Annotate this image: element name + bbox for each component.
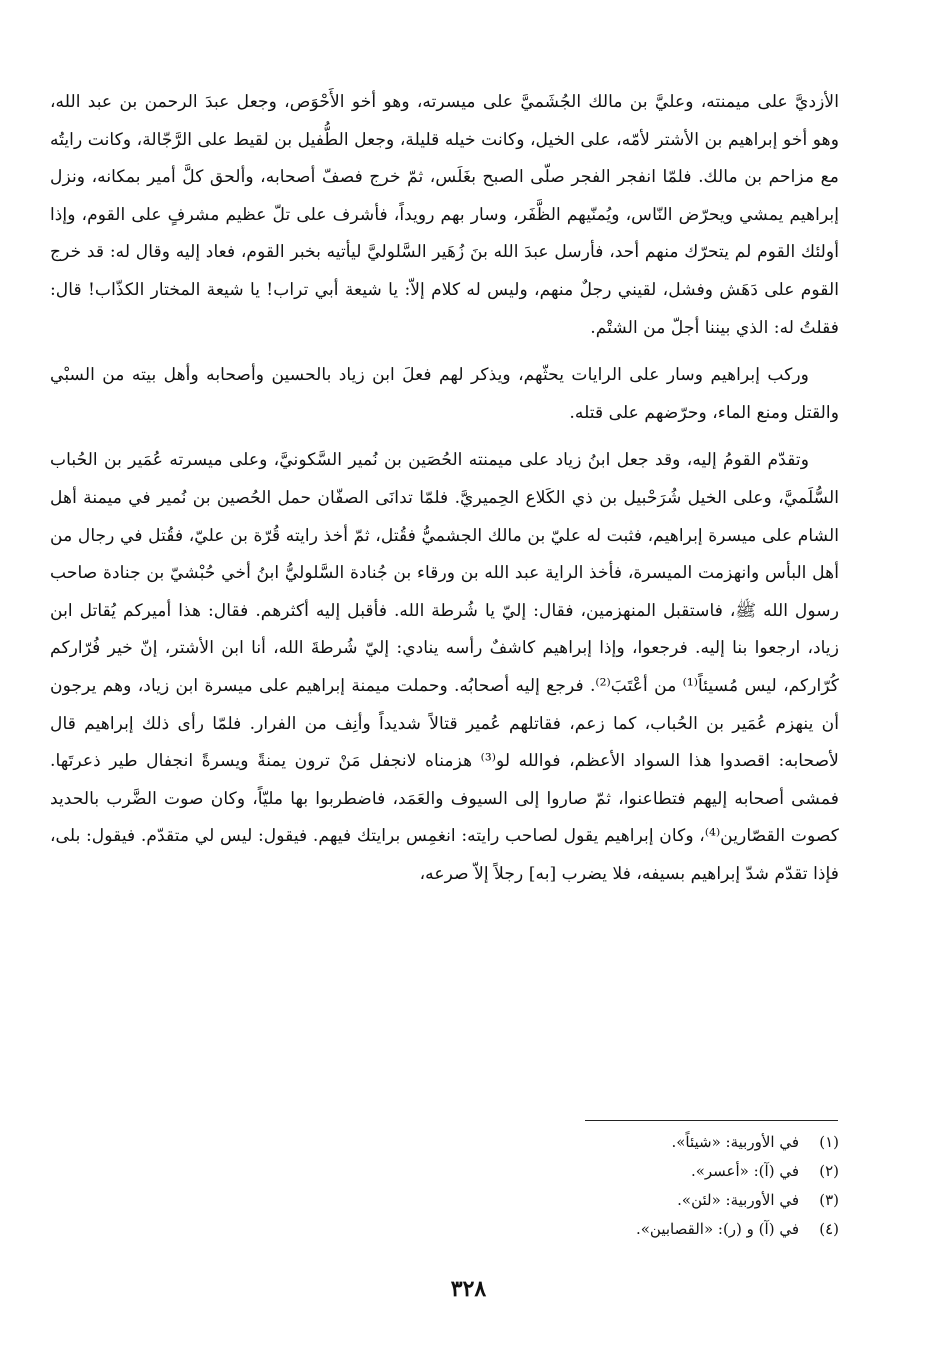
page-number: ٣٢٨: [450, 1276, 487, 1302]
footnote-2: [539, 1157, 839, 1186]
footnote-text: في الأوربية: «شيئاً».: [671, 1133, 799, 1151]
paragraph-1: الأزديَّ على ميمنته، وعليَّ بن مالك الجُشَميَّ على ميسرته، وهو أخو الأَحْوَص، وجعل عبدَ الرحمن بن عبد الله، وهو أخو إبراهيم بن الأشتر لأمّه، على الخيل، وكانت خيله قليلة، وجعل الطُّفيل بن لقيط على الرَّجّالة، وكانت رايتُه مع مزاحم بن مالك. فلمّا انفجر الفجر صلّى الصبح بغَلَس، ثمّ خرج فصفّ أصحابه، وألحق كلَّ أمير بمكانه، ونزل إبراهيم يمشي ويحرّض النّاس، ويُمنّيهم الظَّفَر، وسار بهم رويداً، فأشرف على تلّ عظيم مشرفٍ على القوم، وإذا أولئك القوم لم يتحرّك منهم أحد، فأرسل عبدَ الله بنَ زُهَير السَّلوليَّ ليأتيه بخبر القوم، فعاد إليه وقال له: قد خرج القوم على دَهَش وفشل، لقيني رجلٌ منهم، وليس له كلام إلاّ: يا شيعة أبي تراب! يا شيعة المختار الكذّاب! قال: فقلتُ له: الذي بيننا أجلّ من الشتْم.: [50, 92, 839, 338]
footnote-text: في (آ): «أعسر».: [690, 1162, 799, 1180]
footnote-text: في (آ) و (ر): «القصابين».: [635, 1220, 799, 1238]
footnote-4: [539, 1215, 839, 1244]
footnote-text: في الأوربية: «لئن».: [677, 1191, 799, 1209]
paragraph-2: وركب إبراهيم وسار على الرايات يحثّهم، ويذكر لهم فعلَ ابن زياد بالحسين وأصحابه وأهل بيته من السبْي والقتل ومنع الماء، وحرّضهم على قتله.: [50, 365, 839, 423]
footnote-number: (١): [819, 1133, 839, 1151]
main-text: [50, 84, 839, 893]
footnote-3: [539, 1186, 839, 1215]
footnotes: [539, 1128, 839, 1244]
footnote-number: (٣): [819, 1191, 839, 1209]
footnote-separator: [585, 1120, 838, 1121]
footnote-number: (٢): [819, 1162, 839, 1180]
footnote-number: (٤): [819, 1220, 839, 1238]
paragraph-3: وتقدّم القومُ إليه، وقد جعل ابنُ زياد على ميمنته الحُصَين بن نُمير السَّكونيَّ، وعلى ميسرته عُمَير بن الحُباب السُّلَميَّ، وعلى الخيل شُرَحْبيل بن ذي الكَلاع الحِميريَّ. فلمّا تدانَى الصفّان حمل الحُصين بن نُمير في ميمنة أهل الشام على ميسرة إبراهيم، فثبت له عليّ بن مالك الجشميُّ فقُتل، ثمّ أخذ رايته قُرّة بن عليّ، فقُتل في رجال من أهل البأس وانهزمت الميسرة، فأخذ الراية عبد الله بن ورقاء بن جُنادة السَّلوليُّ ابنُ أخي حُبْشيّ بن جنادة صاحب رسول الله ﷺ، فاستقبل المنهزمين، فقال: إليّ يا شُرطة الله. فأقبل إليه أكثرهم. فقال: هذا أميركم يُقاتل ابن زياد، ارجعوا بنا إليه. فرجعوا، وإذا إبراهيم كاشفٌ رأسه ينادي: إليّ شُرطةَ الله، أنا ابن الأشتر، إنّ خير فُرّاركم كُرّاركم، ليس مُسيئاً⁽¹⁾ من أعْتَبَ⁽²⁾. فرجع إليه أصحابُه. وحملت ميمنة إبراهيم على ميسرة ابن زياد، وهم يرجون أن ينهزم عُمَير بن الحُباب، كما زعم، فقاتلهم عُمير قتالاً شديداً وأنِف من الفرار. فلمّا رأى ذلك إبراهيم قال لأصحابه: اقصدوا هذا السواد الأعظم، فوالله لو⁽³⁾ هزمناه لانجفل مَنْ ترون يمنةً ويسرةً انجفال طير ذعرتَها. فمشى أصحابه إليهم فتطاعنوا، ثمّ صاروا إلى السيوف والعَمَد، فاضطربوا بها مليّاً، وكان صوت الضَّرب بالحديد كصوت القصّارين⁽⁴⁾، وكان إبراهيم يقول لصاحب رايته: انغمِس برايتك فيهم. فيقول: ليس لي متقدّم. فيقول: بلى، فإذا تقدّم شدّ إبراهيم بسيفه، فلا يضرب [به] رجلاً إلاّ صرعه،: [50, 450, 839, 884]
footnote-1: [539, 1128, 839, 1157]
